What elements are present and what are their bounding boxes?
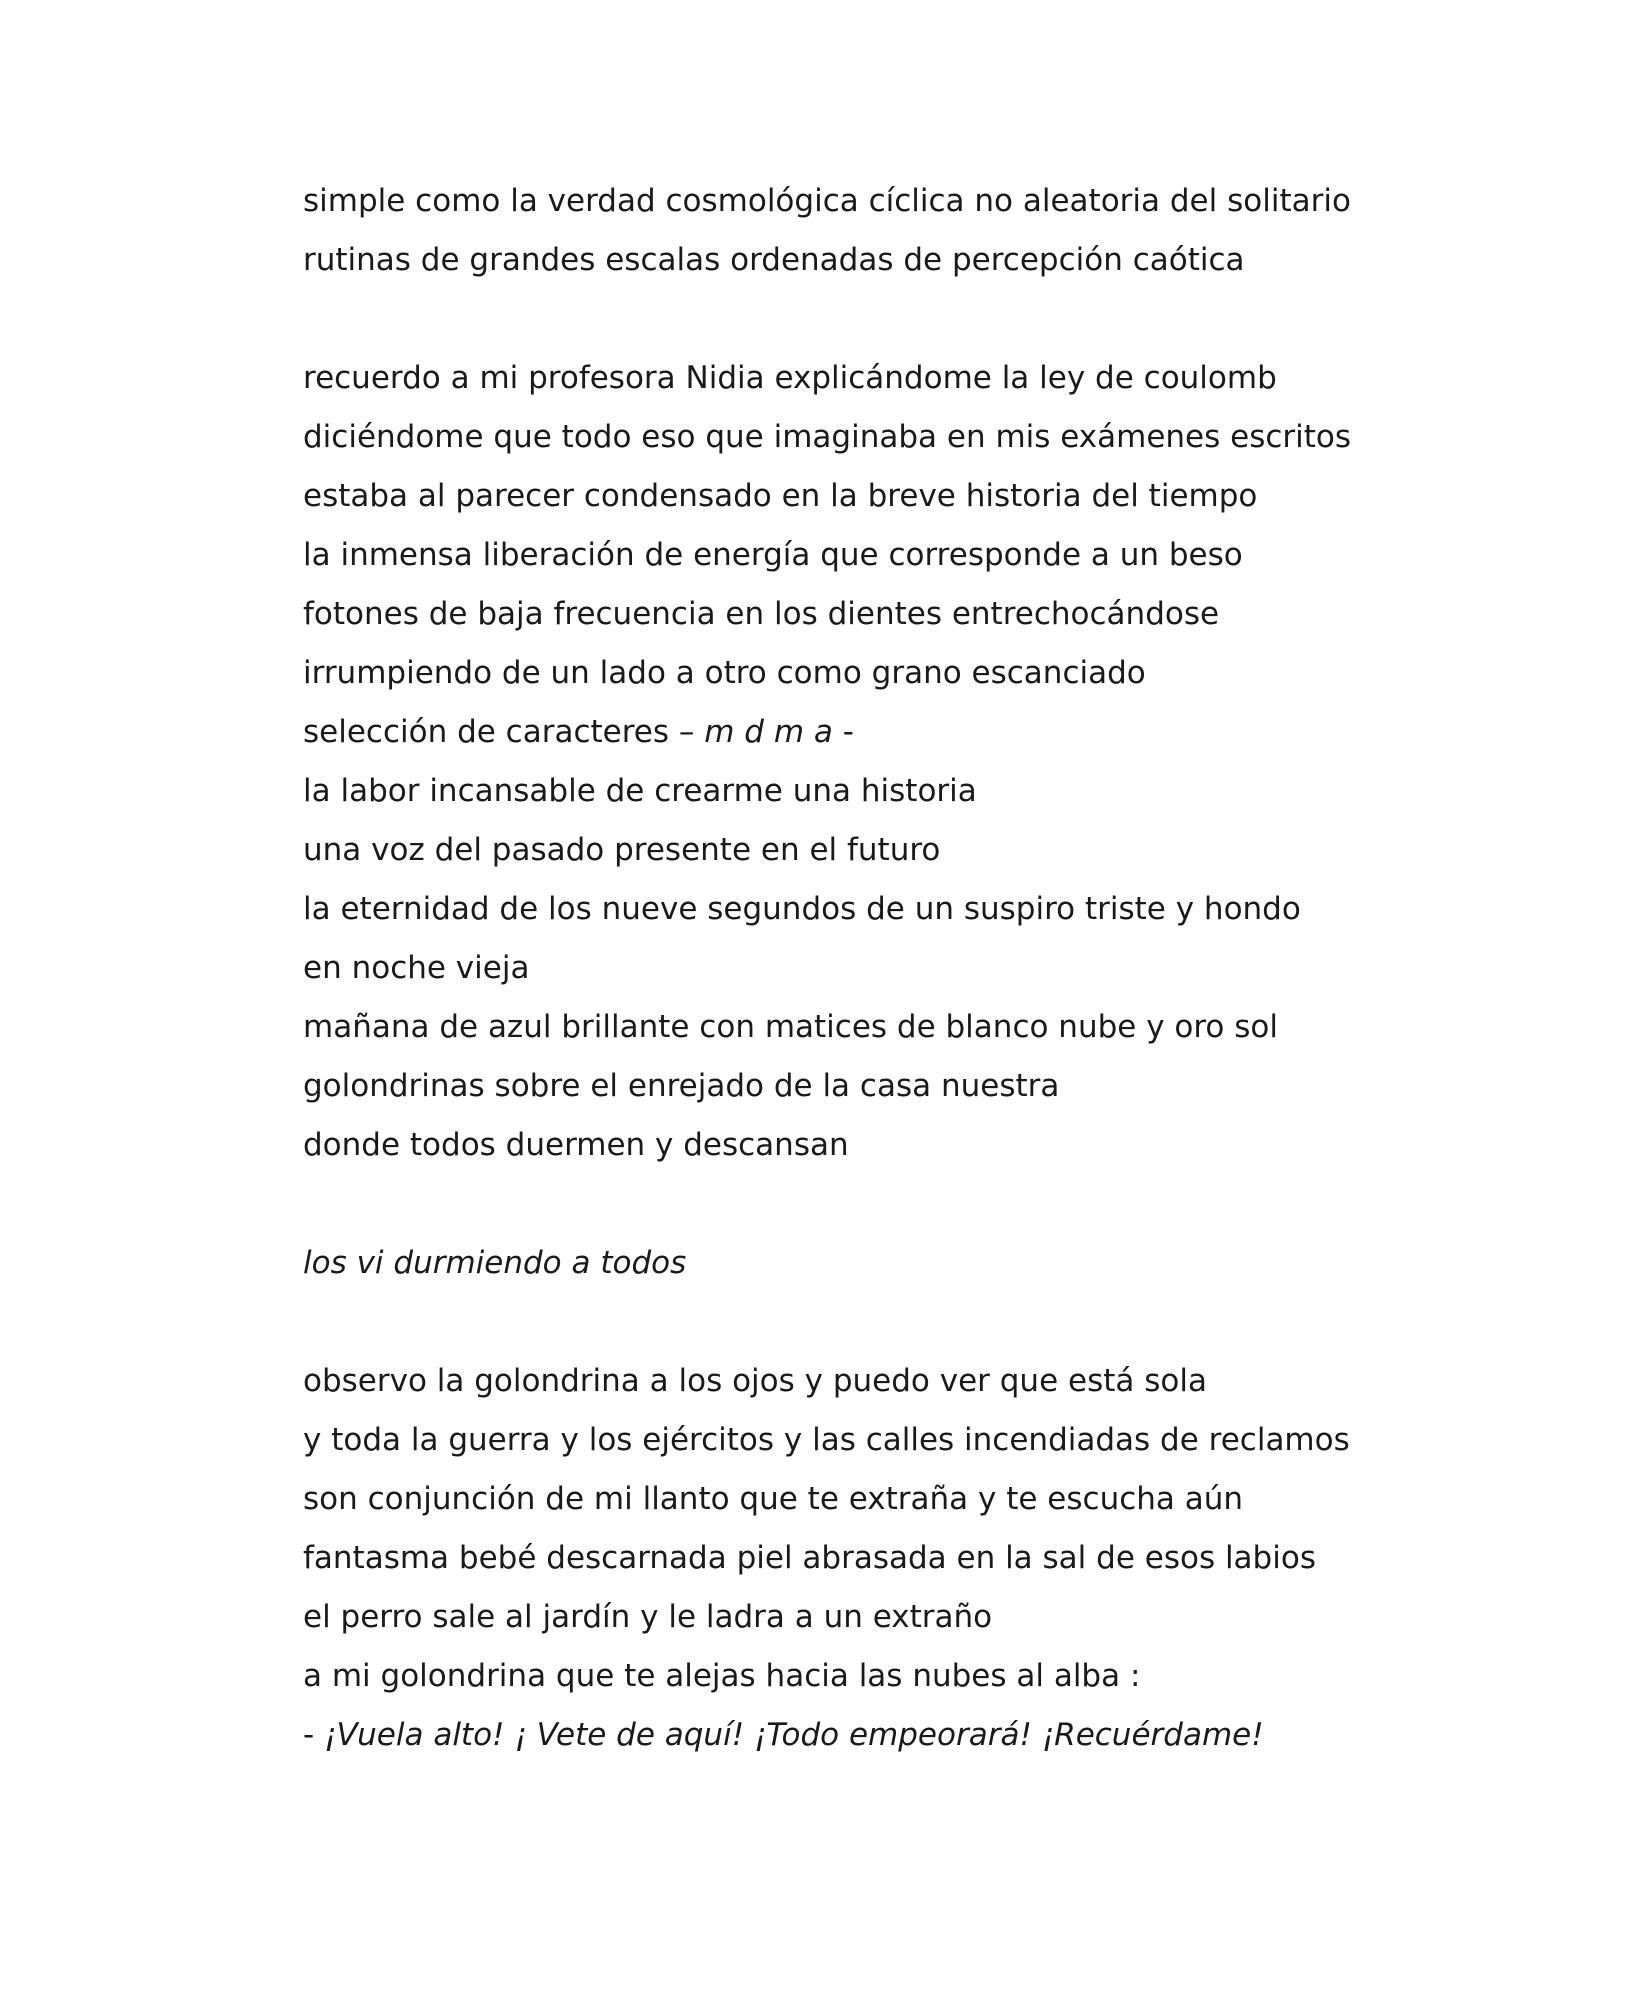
poem-line: una voz del pasado presente en el futuro	[303, 832, 941, 868]
poem-line: fotones de baja frecuencia en los dientes entrechocándose	[303, 596, 1220, 632]
poem-line-italic: los vi durmiendo a todos	[303, 1245, 687, 1281]
poem-line: estaba al parecer condensado en la breve historia del tiempo	[303, 478, 1258, 514]
stanza-4	[303, 1352, 1543, 1765]
poem-line: recuerdo a mi profesora Nidia explicándome la ley de coulomb	[303, 360, 1277, 396]
poem-line: observo la golondrina a los ojos y puedo ver que está sola	[303, 1363, 1207, 1399]
poem-line: mañana de azul brillante con matices de blanco nube y oro sol	[303, 1009, 1278, 1045]
selection-italic: m d m a	[704, 714, 833, 750]
poem-line: simple como la verdad cosmológica cíclica no aleatoria del solitario	[303, 183, 1351, 219]
poem-line: la labor incansable de crearme una historia	[303, 773, 977, 809]
poem-line: la eternidad de los nueve segundos de un suspiro triste y hondo	[303, 891, 1301, 927]
poem-line: golondrinas sobre el enrejado de la casa nuestra	[303, 1068, 1060, 1104]
stanza-1	[303, 172, 1543, 290]
stanza-3	[303, 1234, 1543, 1293]
stanza-gap	[303, 290, 1543, 349]
poem-line: son conjunción de mi llanto que te extraña y te escucha aún	[303, 1481, 1244, 1517]
poem-line: irrumpiendo de un lado a otro como grano escanciado	[303, 655, 1146, 691]
final-prefix: -	[303, 1717, 325, 1753]
poem-line: rutinas de grandes escalas ordenadas de percepción caótica	[303, 242, 1245, 278]
stanza-gap	[303, 1175, 1543, 1234]
stanza-gap	[303, 1293, 1543, 1352]
selection-prefix: selección de caracteres –	[303, 714, 705, 750]
poem-line: en noche vieja	[303, 950, 530, 986]
final-italic: ¡Vuela alto! ¡ Vete de aquí! ¡Todo empeorará! ¡Recuérdame!	[324, 1717, 1264, 1753]
poem-line: a mi golondrina que te alejas hacia las nubes al alba :	[303, 1658, 1141, 1694]
selection-suffix: -	[832, 714, 854, 750]
poem-line: el perro sale al jardín y le ladra a un extraño	[303, 1599, 993, 1635]
poem-line-final	[303, 1706, 1543, 1765]
poem-line: fantasma bebé descarnada piel abrasada en la sal de esos labios	[303, 1540, 1316, 1576]
poem-line: y toda la guerra y los ejércitos y las calles incendiadas de reclamos	[303, 1422, 1350, 1458]
poem-line: diciéndome que todo eso que imaginaba en mis exámenes escritos	[303, 419, 1352, 455]
poem-line: donde todos duermen y descansan	[303, 1127, 849, 1163]
poem-line: la inmensa liberación de energía que corresponde a un beso	[303, 537, 1243, 573]
poem-body	[303, 172, 1543, 1765]
stanza-2	[303, 349, 1543, 1175]
poem-line-selection	[303, 703, 1543, 762]
